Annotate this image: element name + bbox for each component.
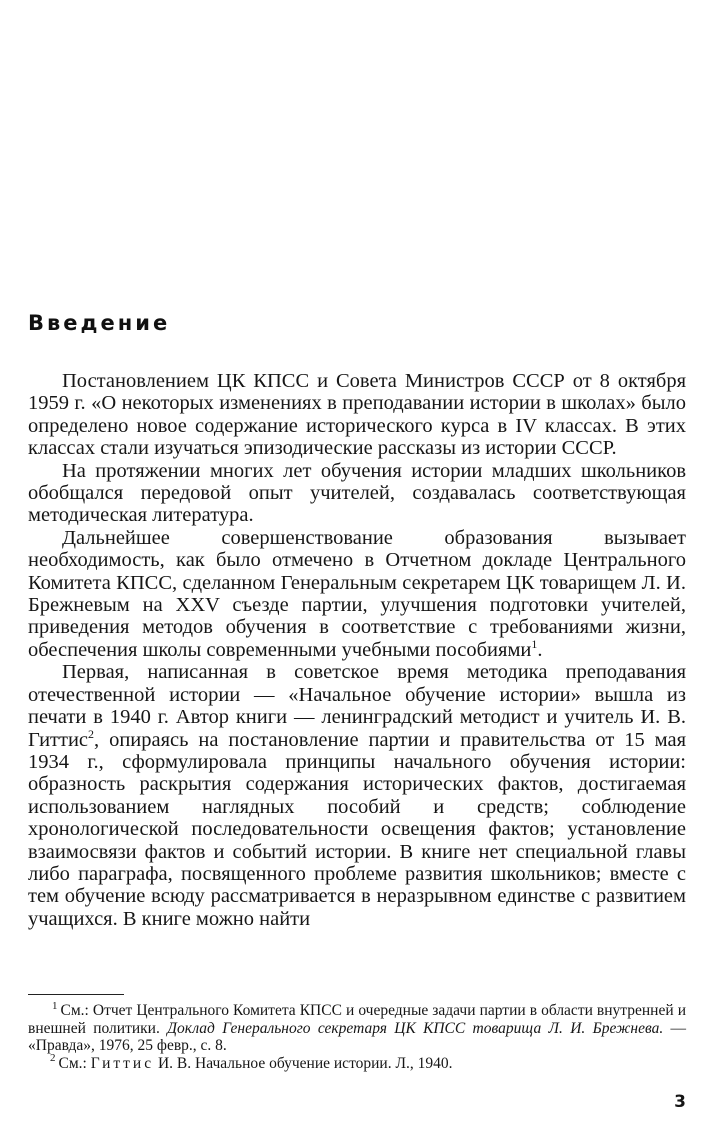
footnote-ref-2: 2 xyxy=(88,726,95,741)
footnote-2 xyxy=(28,1052,686,1073)
footnotes xyxy=(28,999,687,1072)
section-heading: Введение xyxy=(28,311,171,335)
footnote-ref-1: 1 xyxy=(531,637,538,652)
page-number: 3 xyxy=(674,1092,686,1112)
footnote-1-italic: Доклад Генерального секретаря ЦК КПСС товарища Л. И. Брежнева. xyxy=(167,1019,664,1037)
footnote-2-author: Гиттис xyxy=(90,1054,155,1072)
paragraph-3-text: Дальнейшее совершенствование образования вызывает необходимость, как было отмечено в Отчетном докладе Центрального Комитета КПСС, сделанном Генеральным секретарем ЦК товарищем Л. И. Брежневым на XXV съезде партии, улучшения подготовки учителей, приведения методов обучения в соответствие с требованиями жизни, обеспечения школы современными учебными пособиями xyxy=(28,526,686,661)
footnote-2-tail: И. В. Начальное обучение истории. Л., 1940. xyxy=(157,1054,453,1072)
footnote-1-lead: См.: Отчет Центрального Комитета КПСС и очередные задачи партии в области внутренней и внешней политики. xyxy=(28,1002,686,1037)
footnote-mark-2: 2 xyxy=(50,1052,56,1065)
paragraph-3 xyxy=(28,527,686,661)
footnote-1-tail: — «Правда», 1976, 25 февр., с. 8. xyxy=(28,1019,687,1054)
paragraph-2: На протяжении многих лет обучения истории младших школьников обобщался передовой опыт учителей, создавалась соответствующая методическая литература. xyxy=(28,459,686,527)
paragraph-4-before: Первая, написанная в советское время методика преподавания отечественной истории — «Начальное обучение истории» вышла из печати в 1940 г. Автор книги — ленинградский методист и учитель И. В. Гиттис xyxy=(28,661,686,751)
footnote-mark-1: 1 xyxy=(52,999,58,1012)
paragraph-3-tail: . xyxy=(537,638,543,661)
footnote-divider xyxy=(28,994,124,995)
paragraph-4-after: , опираясь на постановление партии и правительства от 15 мая 1934 г., сформулировала принципы начального обучения истории: образность раскрытия содержания исторических фактов, достигаемая использованием наглядных пособий и средств; соблюдение хронологической последовательности освещения фактов; установление взаимосвязи фактов и событий истории. В книге нет специальной главы либо параграфа, посвященного проблеме развития школьников; вместе с тем обучение всюду рассматривается в неразрывном единстве с развитием учащихся. В книге можно найти xyxy=(28,728,686,930)
paragraph-4 xyxy=(28,661,686,930)
body-text xyxy=(28,370,686,930)
footnote-2-lead: См.: xyxy=(58,1054,87,1072)
paragraph-1: Постановлением ЦК КПСС и Совета Министров СССР от 8 октября 1959 г. «О некоторых изменениях в преподавании истории в школах» было определено новое содержание исторического курса в IV классах. В этих классах стали изучаться эпизодические рассказы из истории СССР. xyxy=(28,370,686,460)
footnote-1 xyxy=(28,999,687,1055)
